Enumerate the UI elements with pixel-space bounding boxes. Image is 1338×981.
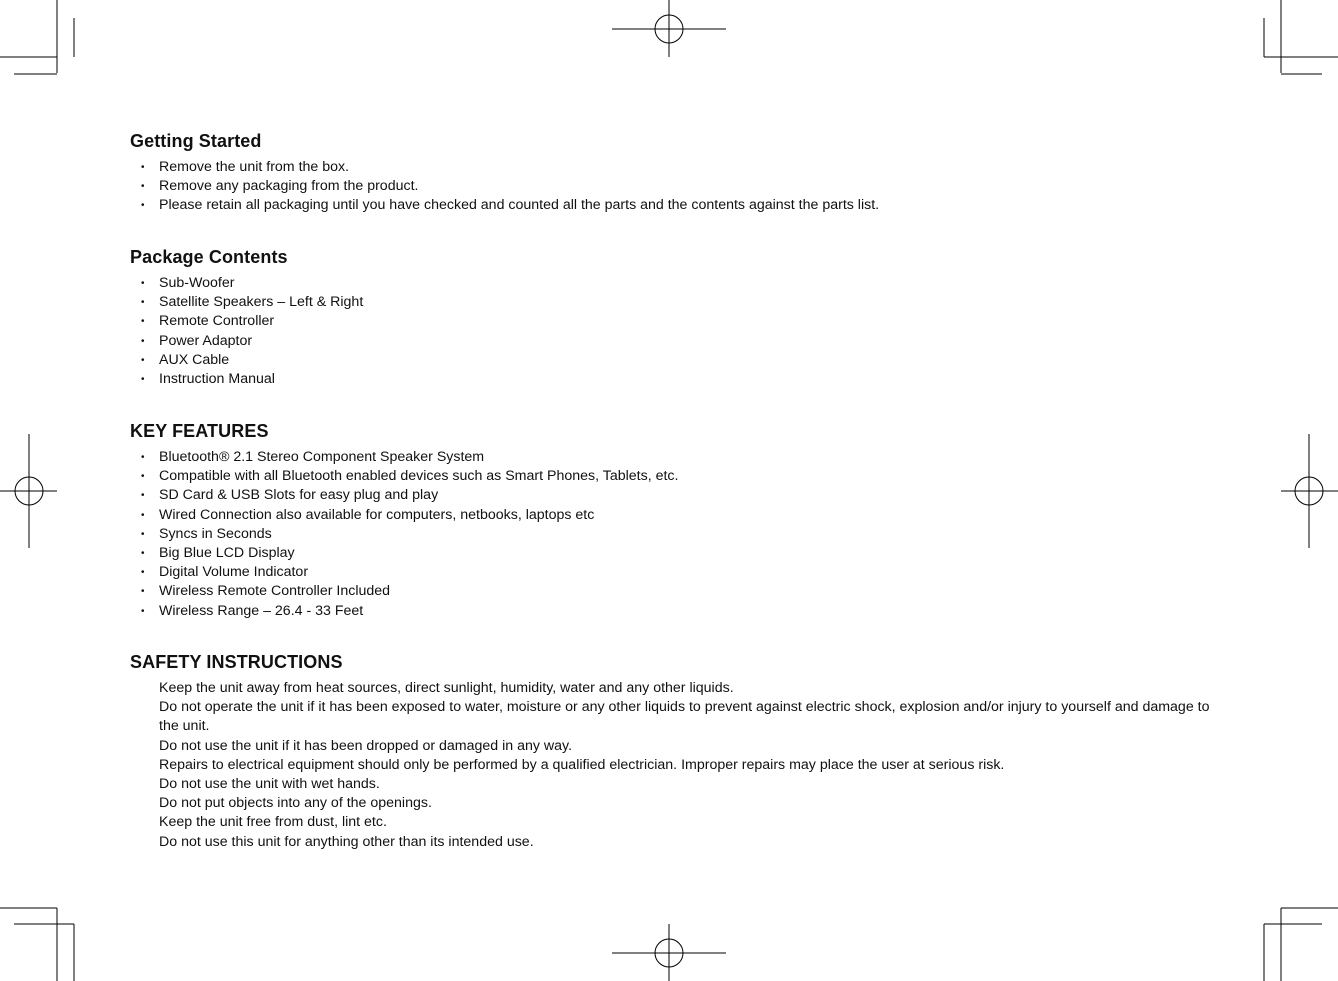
list-item-text: Remove any packaging from the product.	[159, 178, 419, 195]
list-item-text: Bluetooth® 2.1 Stereo Component Speaker System	[159, 449, 485, 465]
getting-started-heading: Getting Started	[130, 131, 262, 151]
list-item	[130, 582, 1250, 601]
bullet-icon: •	[141, 278, 145, 289]
list-item	[130, 370, 1250, 389]
registration-mark-bottom	[612, 924, 726, 981]
list-item-text: Do not use the unit if it has been dropped or damaged in any way.	[159, 737, 573, 754]
bullet-icon: •	[141, 316, 145, 328]
list-item-text: Remove the unit from the box.	[159, 159, 350, 175]
bullet-icon: •	[141, 162, 145, 173]
list-item-text: Repairs to electrical equipment should only be performed by a qualified electrician. Improper repairs may place the user at serious risk.	[159, 756, 1005, 773]
list-item	[130, 525, 1250, 544]
bullet-icon: •	[141, 374, 145, 386]
list-item-text: Do not use the unit with wet hands.	[159, 776, 380, 793]
registration-mark-left	[0, 434, 57, 548]
package-contents-section	[130, 245, 1250, 389]
list-item	[130, 332, 1250, 351]
key-features-list	[130, 448, 1250, 621]
bullet-icon: •	[141, 548, 145, 560]
bullet-icon: •	[141, 335, 145, 347]
package-contents-list	[130, 274, 1250, 389]
bullet-icon: •	[141, 567, 145, 579]
list-item	[130, 467, 1250, 486]
list-item-text: Do not put objects into any of the openings.	[159, 795, 432, 812]
list-item-text: Sub-Woofer	[159, 275, 235, 291]
list-item-text: Do not operate the unit if it has been exposed to water, moisture or any other liquids to prevent against electric shock, explosion and/or injury to yourself and damage to the unit.	[159, 699, 1210, 735]
list-item	[130, 756, 1219, 775]
list-item-text: Do not use this unit for anything other than its intended use.	[159, 833, 534, 850]
list-item-text: Big Blue LCD Display	[159, 545, 295, 562]
list-item-text: Please retain all packaging until you have checked and counted all the parts and the contents against the parts list.	[159, 197, 880, 214]
list-item-text: Satellite Speakers – Left & Right	[159, 294, 364, 311]
registration-mark-top	[612, 0, 726, 57]
list-item	[130, 679, 1219, 698]
list-item-text: Power Adaptor	[159, 332, 253, 349]
list-item	[130, 833, 1219, 852]
list-item	[130, 563, 1250, 582]
package-contents-heading: Package Contents	[130, 247, 288, 267]
list-item	[130, 177, 1250, 196]
safety-instructions-heading: SAFETY INSTRUCTIONS	[130, 652, 343, 672]
key-features-section	[130, 419, 1250, 621]
list-item	[130, 737, 1219, 756]
bullet-icon: •	[141, 605, 145, 617]
list-item-text: Wired Connection also available for computers, netbooks, laptops etc	[159, 506, 595, 523]
safety-instructions-section	[130, 650, 1250, 852]
bullet-icon: •	[141, 200, 145, 212]
list-item-text: AUX Cable	[159, 351, 230, 368]
list-item-text: SD Card & USB Slots for easy plug and play	[159, 487, 439, 504]
list-item-text: Wireless Range – 26.4 - 33 Feet	[159, 602, 364, 619]
list-item-text: Digital Volume Indicator	[159, 564, 309, 581]
key-features-heading: KEY FEATURES	[130, 421, 269, 441]
list-item-text: Syncs in Seconds	[159, 525, 272, 542]
list-item	[130, 274, 1250, 293]
list-item	[130, 602, 1250, 621]
list-item	[130, 312, 1250, 331]
list-item	[130, 813, 1219, 832]
list-item	[130, 794, 1219, 813]
bullet-icon: •	[141, 452, 145, 463]
bullet-icon: •	[141, 490, 145, 502]
bullet-icon: •	[141, 354, 145, 366]
registration-mark-right	[1281, 434, 1338, 548]
bullet-icon: •	[141, 297, 145, 309]
list-item-text: Keep the unit free from dust, lint etc.	[159, 814, 387, 831]
bullet-icon: •	[141, 528, 145, 540]
bullet-icon: •	[141, 471, 145, 483]
list-item-text: Wireless Remote Controller Included	[159, 583, 391, 600]
list-item-text: Keep the unit away from heat sources, direct sunlight, humidity, water and any other liquids.	[159, 680, 734, 696]
bullet-icon: •	[141, 181, 145, 193]
list-item	[130, 486, 1250, 505]
list-item-text: Compatible with all Bluetooth enabled devices such as Smart Phones, Tablets, etc.	[159, 468, 679, 485]
list-item	[130, 448, 1250, 467]
list-item	[130, 158, 1250, 177]
bullet-icon: •	[141, 586, 145, 598]
safety-instructions-list	[130, 679, 1250, 852]
list-item	[130, 506, 1250, 525]
list-item	[130, 698, 1219, 736]
list-item-text: Instruction Manual	[159, 371, 275, 388]
bullet-icon: •	[141, 509, 145, 521]
list-item-text: Remote Controller	[159, 313, 275, 330]
getting-started-list	[130, 158, 1250, 216]
list-item	[130, 196, 1250, 215]
list-item	[130, 775, 1219, 794]
list-item	[130, 351, 1250, 370]
list-item	[130, 293, 1250, 312]
list-item	[130, 544, 1250, 563]
getting-started-section	[130, 129, 1250, 216]
